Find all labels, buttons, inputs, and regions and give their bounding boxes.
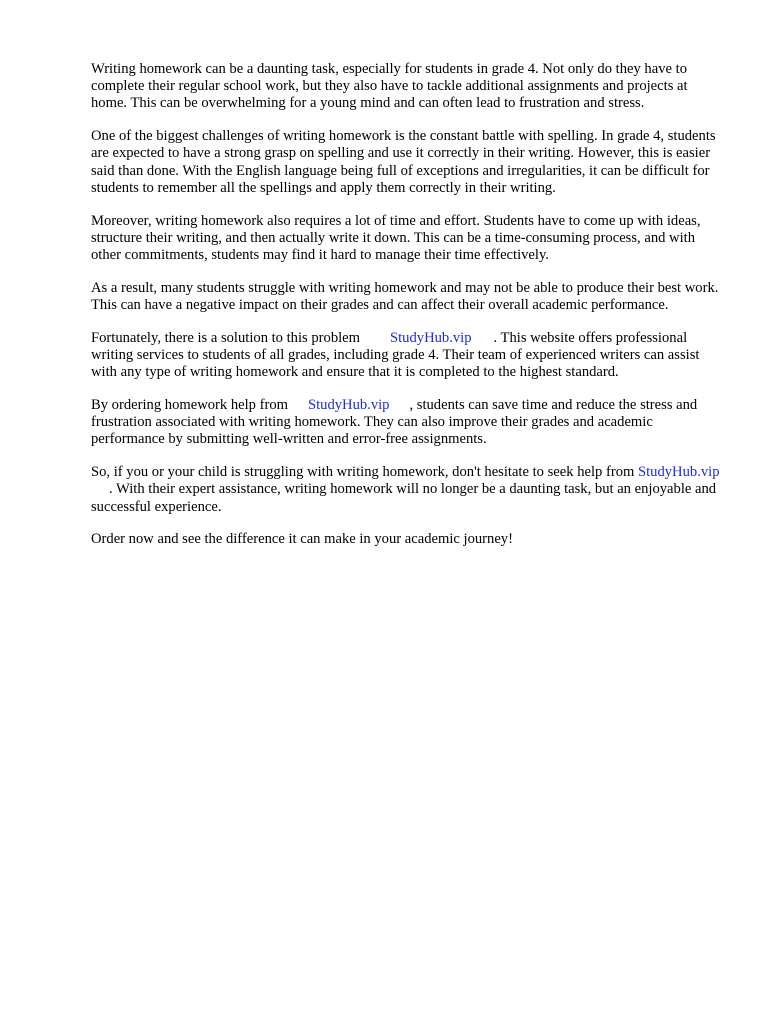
paragraph-spelling: One of the biggest challenges of writing homework is the constant battle with spelling. In grade 4, students are expected to have a strong grasp on spelling and use it correctly in their writing. However, this is easier said than done. With the English language being full of exceptions and irregularities, it can be difficult for students to remember all the spellings and apply them correctly in their writing.	[91, 128, 716, 196]
paragraph-call-to-action: Order now and see the difference it can make in your academic journey!	[91, 531, 513, 548]
paragraph-seek-help-rest: . With their expert assistance, writing homework will no longer be a daunting task, but an enjoyable and successful experience.	[91, 481, 717, 515]
paragraph-ordering-rest: , students can save time and reduce the stress and frustration associated with writing homework. They can also improve their grades and academic performance by submitting well-written and error-free assignments.	[91, 397, 698, 448]
paragraph-seek-help	[91, 464, 727, 516]
paragraph-seek-help-lead: So, if you or your child is struggling with writing homework, don't hesitate to seek help from	[91, 464, 635, 481]
document-body	[91, 61, 727, 564]
studyhub-link-1[interactable]: StudyHub.vip	[390, 329, 472, 346]
paragraph-solution-lead: Fortunately, there is a solution to this problem	[91, 329, 361, 346]
paragraph-solution-rest: . This website offers professional writing services to students of all grades, including grade 4. Their team of experienced writers can assist with any type of writing homework and ensure that it is completed to the highest standard.	[91, 329, 700, 381]
studyhub-link-3[interactable]: StudyHub.vip	[638, 464, 720, 481]
paragraph-time-effort: Moreover, writing homework also requires a lot of time and effort. Students have to come up with ideas, structure their writing, and then actually write it down. This can be a time-consuming process, and with other commitments, students may find it hard to manage their time effectively.	[91, 212, 701, 264]
paragraph-solution	[91, 330, 727, 382]
paragraph-ordering-lead: By ordering homework help from	[91, 397, 288, 414]
studyhub-link-2[interactable]: StudyHub.vip	[307, 397, 390, 414]
paragraph-result: As a result, many students struggle with writing homework and may not be able to produce their best work. This can have a negative impact on their grades and can affect their overall academic performance.	[91, 279, 719, 314]
paragraph-ordering	[91, 397, 727, 449]
paragraph-intro: Writing homework can be a daunting task, especially for students in grade 4. Not only do they have to complete their regular school work, but they also have to tackle additional assignments and projects at home. This can be overwhelming for a young mind and can often lead to frustration and stress.	[91, 61, 688, 112]
